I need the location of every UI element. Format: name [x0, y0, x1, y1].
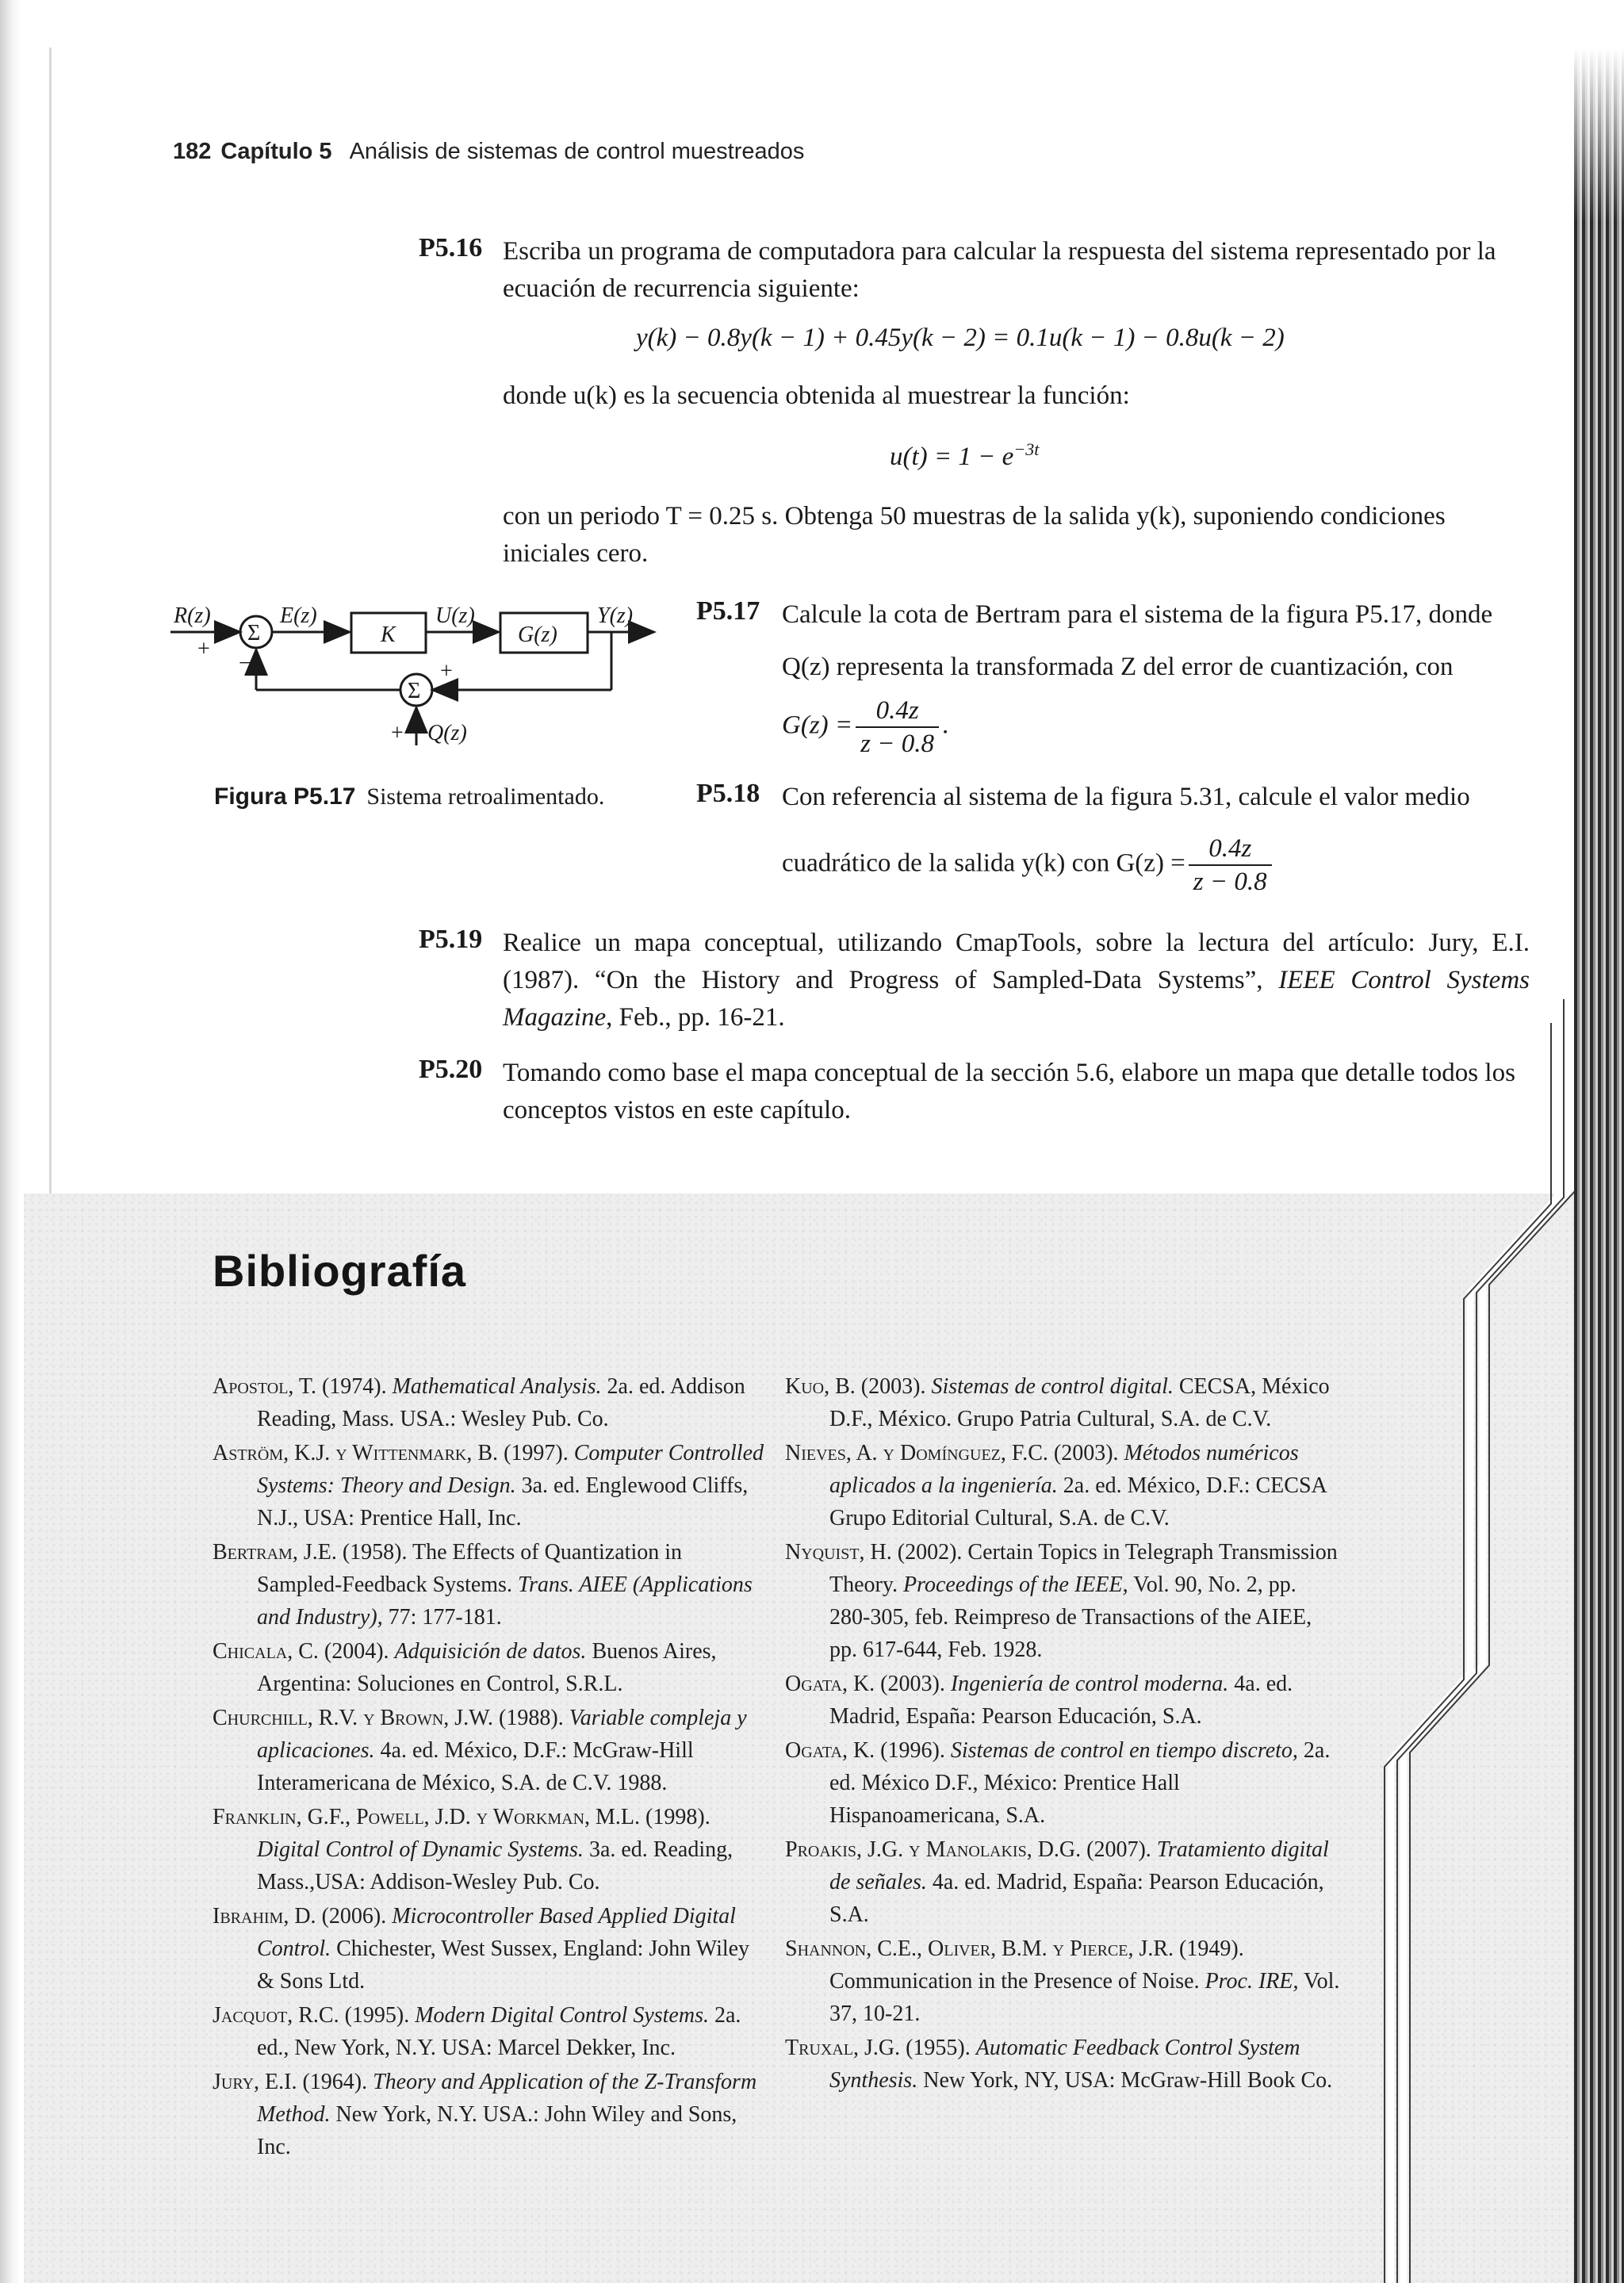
transfer-function: cuadrático de la salida y(k) con G(z) = $\frac{0.4z}{z - 0.8}$ [782, 833, 1275, 898]
bibliography-entry: Apostol, T. (1974). Mathematical Analysis. 2a. ed. Addison Reading, Mass. USA.: Wesley Pub. Co. [213, 1374, 745, 1431]
signal-label-Q: Q(z) [427, 721, 467, 745]
gain-block-K: K [381, 622, 396, 647]
bibliography-entry: Ogata, K. (1996). Sistemas de control en tiempo discreto, 2a. ed. México D.F., México: Prentice Hall Hispanoamericana, S.A. [785, 1738, 1331, 1828]
problem-text: con un periodo T = 0.25 s. Obtenga 50 muestras de la salida y(k), suponiendo condiciones iniciales cero. [503, 502, 1446, 568]
section-title: Bibliografía [213, 1246, 467, 1296]
problem-number: P5.16 [419, 233, 483, 262]
bibliography-entry: Franklin, G.F., Powell, J.D. y Workman, M.L. (1998). Digital Control of Dynamic Systems. 3a. ed. Reading, Mass.,USA: Addison-Wesley Pub. Co. [213, 1805, 733, 1894]
page-number: 182 [173, 139, 212, 164]
input-function-equation: $u(t) = 1 - e^{-3t}$ [890, 439, 1040, 471]
problem-text: Con referencia al sistema de la figura 5.31, calcule el valor medio [782, 783, 1470, 811]
summing-junction-symbol: Σ [408, 679, 421, 703]
bibliography-entry: Jacquot, R.C. (1995). Modern Digital Control Systems. 2a. ed., New York, N.Y. USA: Marcel Dekker, Inc. [213, 2003, 741, 2060]
problem-number: P5.20 [419, 1055, 483, 1084]
bibliography-entry: Ibrahim, D. (2006). Microcontroller Based Applied Digital Control. Chichester, West Sussex, England: John Wiley & Sons Ltd. [213, 1904, 750, 1994]
bibliography-entry: Bertram, J.E. (1958). The Effects of Quantization in Sampled-Feedback Systems. Trans. AIEE (Applications and Industry), 77: 177-181. [213, 1540, 753, 1630]
bibliography-column-left [213, 1370, 769, 2165]
bibliography-entry: Proakis, J.G. y Manolakis, D.G. (2007). Tratamiento digital de señales. 4a. ed. Madrid, España: Pearson Educación, S.A. [785, 1837, 1329, 1927]
bibliography-column-right [785, 1370, 1340, 2098]
recurrence-equation: y(k) − 0.8y(k − 1) + 0.45y(k − 2) = 0.1u(k − 1) − 0.8u(k − 2) [636, 324, 1285, 352]
bibliography-entry: Shannon, C.E., Oliver, B.M. y Pierce, J.R. (1949). Communication in the Presence of Noise. Proc. IRE, Vol. 37, 10-21. [785, 1936, 1340, 2026]
signal-label-E: E(z) [280, 603, 317, 628]
bibliography-entry: Chicala, C. (2004). Adquisición de datos. Buenos Aires, Argentina: Soluciones en Control, S.R.L. [213, 1639, 717, 1696]
signal-label-Y: Y(z) [597, 603, 634, 628]
problem-text: donde u(k) es la secuencia obtenida al muestrear la función: [503, 381, 1130, 410]
running-head [173, 139, 804, 165]
bibliography-entry: Nyquist, H. (2002). Certain Topics in Telegraph Transmission Theory. Proceedings of the IEEE, Vol. 90, No. 2, pp. 280-305, feb. Reimpreso de Transactions of the AIEE, pp. 617-644, Feb. 1928. [785, 1540, 1338, 1662]
plant-block-G: G(z) [518, 622, 557, 647]
summing-junction-symbol: Σ [247, 621, 261, 645]
chapter-label: Capítulo 5 [220, 139, 332, 164]
chapter-title: Análisis de sistemas de control muestreados [349, 139, 805, 164]
block-diagram [163, 599, 726, 765]
plus-sign: + [391, 721, 404, 745]
signal-label-U: U(z) [435, 603, 475, 628]
signal-label-R: R(z) [174, 603, 211, 628]
bibliography-entry: Kuo, B. (2003). Sistemas de control digital. CECSA, México D.F., México. Grupo Patria Cultural, S.A. de C.V. [785, 1374, 1330, 1431]
problem-text: Tomando como base el mapa conceptual de la sección 5.6, elabore un mapa que detalle todos los conceptos vistos en este capítulo. [503, 1059, 1515, 1124]
bibliography-entry: Jury, E.I. (1964). Theory and Application of the Z-Transform Method. New York, N.Y. USA.: John Wiley and Sons, Inc. [213, 2070, 757, 2159]
scan-right-edge [1574, 48, 1624, 2283]
bibliography-entry: Truxal, J.G. (1955). Automatic Feedback Control System Synthesis. New York, NY, USA: McGraw-Hill Book Co. [785, 2036, 1333, 2093]
minus-sign: − [239, 651, 251, 676]
bibliography-entry: Nieves, A. y Domínguez, F.C. (2003). Métodos numéricos aplicados a la ingeniería. 2a. ed. México, D.F.: CECSA Grupo Editorial Cultural, S.A. de C.V. [785, 1441, 1327, 1530]
scan-left-edge [0, 0, 21, 2283]
bibliography-entry: Churchill, R.V. y Brown, J.W. (1988). Variable compleja y aplicaciones. 4a. ed. México, D.F.: McGraw-Hill Interamericana de México, S.A. de C.V. 1988. [213, 1706, 747, 1795]
problem-text: Q(z) representa la transformada Z del error de cuantización, con [782, 653, 1454, 681]
problem-number: P5.17 [696, 596, 760, 626]
problem-text: Calcule la cota de Bertram para el sistema de la figura P5.17, donde [782, 600, 1493, 629]
problem-number: P5.19 [419, 925, 483, 954]
plus-sign: + [197, 637, 210, 661]
plus-sign: + [440, 659, 453, 684]
problem-text: Escriba un programa de computadora para calcular la respuesta del sistema representado por la ecuación de recurrencia siguiente: [503, 237, 1496, 303]
problem-number: P5.18 [696, 779, 760, 808]
bibliography-entry: Aström, K.J. y Wittenmark, B. (1997). Computer Controlled Systems: Theory and Design. 3a. ed. Englewood Cliffs, N.J., USA: Prentice Hall, Inc. [213, 1441, 764, 1530]
transfer-function: G(z) = $\frac{0.4z}{z - 0.8}$ . [782, 696, 949, 758]
bibliography-entry: Ogata, K. (2003). Ingeniería de control moderna. 4a. ed. Madrid, España: Pearson Educación, S.A. [785, 1672, 1293, 1729]
problem-text: Realice un mapa conceptual, utilizando CmapTools, sobre la lectura del artículo: Jury, E.I. (1987). “On the History and Progress of Sampled-Data Systems”, IEEE Control Systems Magazine, Feb., pp. 16-21. [503, 929, 1530, 1032]
figure-caption: Figura P5.17 Sistema retroalimentado. [214, 783, 605, 810]
